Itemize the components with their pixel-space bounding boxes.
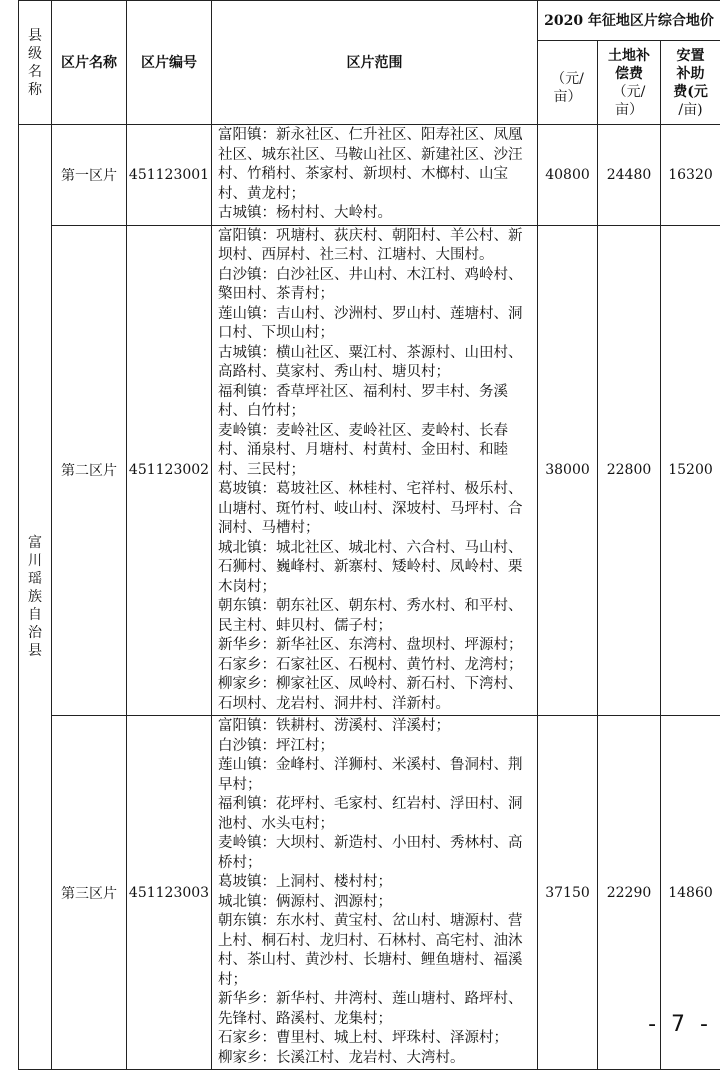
page-number: - 7 - — [648, 1012, 712, 1037]
area-code: 451123003 — [127, 716, 212, 1070]
area-scope: 富阳镇：铁耕村、涝溪村、洋溪村； 白沙镇：坪江村； 莲山镇：金峰村、洋狮村、米溪村、鲁洞村、荆早村； 福利镇：花坪村、毛家村、红岩村、浮田村、洞池村、水头屯村； 麦岭镇：大坝村、新造村、小田村、秀林村、高桥村； 葛坡镇：上洞村、楼村村； 城北镇：俩源村、泗源村； 朝东镇：东水村、黄宝村、岔山村、塘源村、营上村、桐石村、龙归村、石林村、高宅村、油沐村、茶山村、黄沙村、长塘村、鲤鱼塘村、福溪村； 新华乡：新华村、井湾村、莲山塘村、路坪村、先锋村、路溪村、龙集村； 石家乡：曹里村、城上村、坪珠村、泽源村； 柳家乡：长溪江村、龙岩村、大湾村。 — [212, 716, 538, 1070]
area-code: 451123001 — [127, 125, 212, 226]
area-price: 40800 — [538, 125, 598, 226]
county-name-cell: 富 川 瑶 族 自 治 县 — [19, 125, 52, 1070]
area-name: 第二区片 — [52, 225, 127, 716]
header-area-scope: 区片范围 — [212, 1, 538, 125]
area-price: 37150 — [538, 716, 598, 1070]
land-price-table — [18, 0, 720, 1070]
land-compensation: 22800 — [598, 225, 661, 716]
resettlement-subsidy: 15200 — [661, 225, 720, 716]
header-resettlement-subsidy: 安置 补助 费(元 /亩) — [661, 41, 720, 125]
area-name: 第一区片 — [52, 125, 127, 226]
area-name: 第三区片 — [52, 716, 127, 1070]
land-compensation: 22290 — [598, 716, 661, 1070]
area-price: 38000 — [538, 225, 598, 716]
resettlement-subsidy: 16320 — [661, 125, 720, 226]
header-land-compensation: 土地补 偿费 （元/ 亩） — [598, 41, 661, 125]
area-scope: 富阳镇：巩塘村、荻庆村、朝阳村、羊公村、新坝村、西屏村、社三村、江塘村、大围村。 白沙镇：白沙社区、井山村、木江村、鸡岭村、檠田村、茶青村； 莲山镇：吉山村、沙洲村、罗山村、莲塘村、洞口村、下坝山村； 古城镇：横山社区、粟江村、茶源村、山田村、高路村、莫家村、秀山村、塘贝村； 福利镇：香草坪社区、福利村、罗丰村、务溪村、白竹村； 麦岭镇：麦岭社区、麦岭社区、麦岭村、长春村、涌泉村、月塘村、村黄村、金田村、和睦村、三民村； 葛坡镇：葛坡社区、林桂村、宅祥村、极乐村、山塘村、斑竹村、岐山村、深坡村、马坪村、合洞村、马槽村； 城北镇：城北社区、城北村、六合村、马山村、石狮村、巍峰村、新寨村、矮岭村、凤岭村、栗木岗村； 朝东镇：朝东社区、朝东村、秀水村、和平村、民主村、蚌贝村、儒子村； 新华乡：新华社区、东湾村、盘坝村、坪源村； 石家乡：石家社区、石枧村、黄竹村、龙湾村； 柳家乡：柳家社区、凤岭村、新石村、下湾村、石坝村、龙岩村、洞井村、洋新村。 — [212, 225, 538, 716]
header-county: 县 级 名 称 — [19, 1, 52, 125]
resettlement-subsidy: 14860 — [661, 716, 720, 1070]
area-scope: 富阳镇：新永社区、仁升社区、阳寿社区、凤凰社区、城东社区、马鞍山社区、新建社区、沙汪村、竹稍村、茶家村、新坝村、木榔村、山宝村、黄龙村； 古城镇：杨村村、大岭村。 — [212, 125, 538, 226]
area-code: 451123002 — [127, 225, 212, 716]
header-area-name: 区片名称 — [52, 1, 127, 125]
header-price-group: 2020 年征地区片综合地价 — [538, 1, 720, 41]
header-price-unit: （元/ 亩） — [538, 41, 598, 125]
land-compensation: 24480 — [598, 125, 661, 226]
header-area-code: 区片编号 — [127, 1, 212, 125]
